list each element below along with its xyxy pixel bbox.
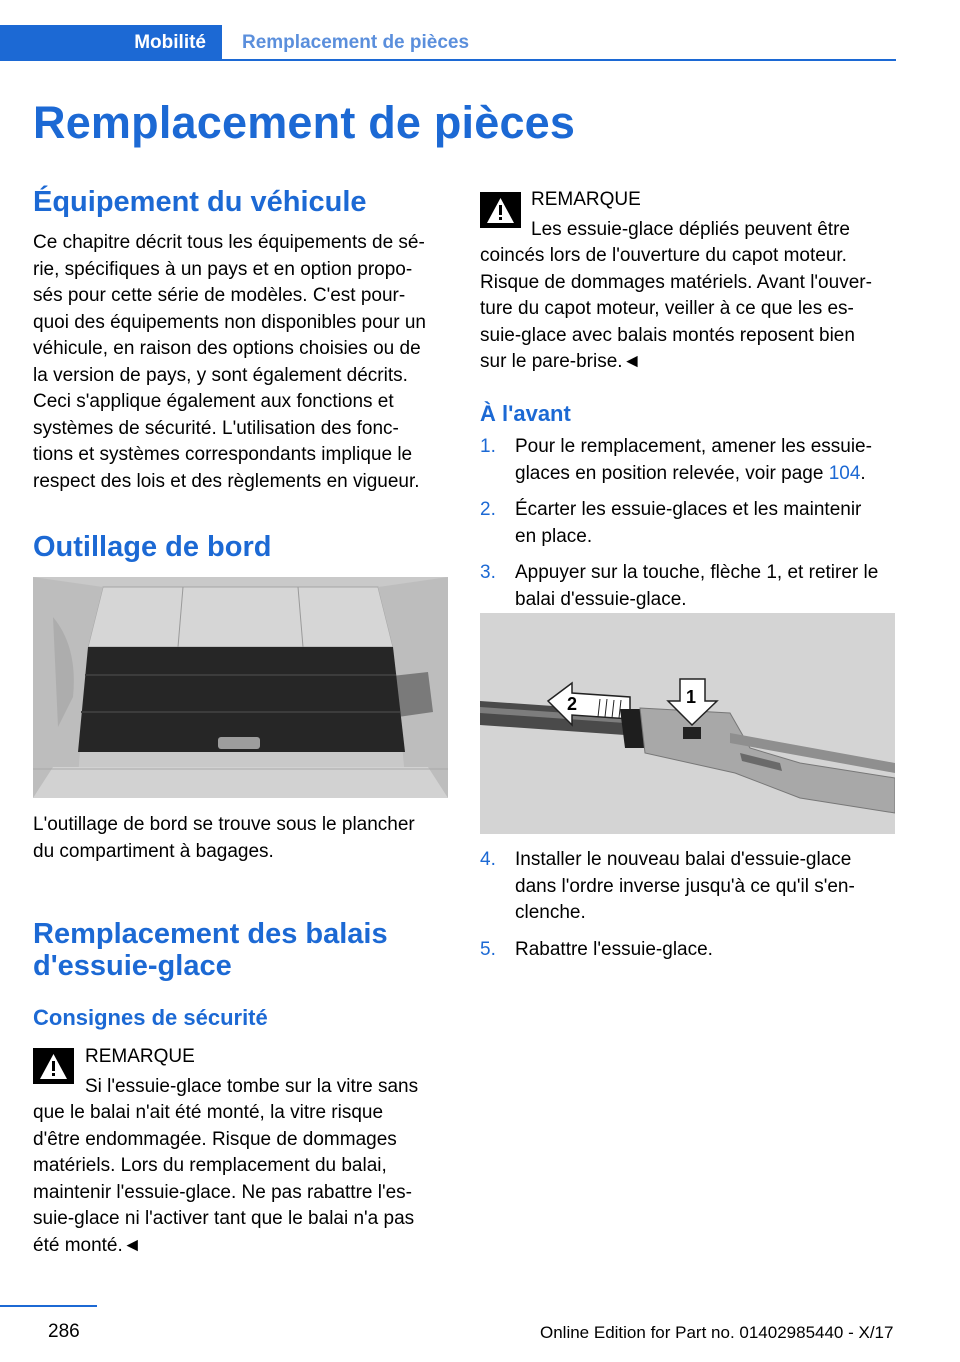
text-line: dans l'ordre inverse jusqu'à ce qu'il s'en- <box>515 875 855 897</box>
text-line: rie, spécifiques à un pays et en option propo- <box>33 258 413 280</box>
text-line: Écarter les essuie-glaces et les maintenir <box>515 499 862 520</box>
front-heading: À l'avant <box>480 401 571 426</box>
text-line: d'être endommagée. Risque de dommages <box>33 1128 397 1150</box>
toolkit-text <box>33 812 453 865</box>
heading-line: Remplacement des balais <box>33 918 388 950</box>
text-line: L'outillage de bord se trouve sous le plancher <box>33 814 415 835</box>
wiper-figure <box>480 613 895 834</box>
edition-note: Online Edition for Part no. 01402985440 - X/17 <box>540 1323 894 1342</box>
steps-list <box>480 847 900 963</box>
equipment-text <box>33 230 453 495</box>
header-rule <box>222 59 896 61</box>
warning-icon <box>480 192 521 228</box>
text-line: Installer le nouveau balai d'essuie-glace <box>515 849 852 870</box>
text-line: sés pour cette série de modèles. C'est pour- <box>33 285 406 306</box>
text-line: Risque de dommages matériels. Avant l'ouver- <box>480 271 872 293</box>
trunk-illustration <box>33 577 448 798</box>
page-link[interactable]: 104 <box>828 462 861 484</box>
warning-label: REMARQUE <box>85 1046 195 1067</box>
safety-heading: Consignes de sécurité <box>33 1005 268 1030</box>
text-line: tions et systèmes correspondants implique le <box>33 444 413 465</box>
section-tab[interactable]: Mobilité <box>0 25 222 61</box>
text-line: balai d'essuie-glace. <box>515 588 687 610</box>
text-line: ture du capot moteur, veiller à ce que les es- <box>480 298 854 319</box>
equipment-heading: Équipement du véhicule <box>33 186 367 218</box>
list-item <box>480 847 900 927</box>
text-line: sur le pare-brise.◄ <box>480 351 642 372</box>
footer-rule <box>0 1305 97 1307</box>
list-item <box>480 434 900 487</box>
text-line: du compartiment à bagages. <box>33 840 274 862</box>
steps-list <box>480 434 900 613</box>
text-line: été monté.◄ <box>33 1234 142 1256</box>
breadcrumb[interactable]: Remplacement de pièces <box>242 32 470 53</box>
text-line: véhicule, en raison des options choisies ou de <box>33 338 421 359</box>
arrow-1-label: 1 <box>686 687 697 707</box>
step-number: 2. <box>480 499 496 520</box>
warning-first-line: Si l'essuie-glace tombe sur la vitre sans <box>85 1076 419 1097</box>
warning-text <box>33 1100 453 1259</box>
wiper-heading <box>33 918 388 982</box>
warning-first-line: Les essuie-glace dépliés peuvent être <box>531 219 850 240</box>
text-line: que le balai n'ait été monté, la vitre risque <box>33 1102 384 1123</box>
page-title: Remplacement de pièces <box>33 97 576 148</box>
text-line: clenche. <box>515 902 586 923</box>
text-line: Ceci s'applique également aux fonctions et <box>33 391 394 412</box>
text-line: maintenir l'essuie-glace. Ne pas rabattre l'es- <box>33 1181 412 1203</box>
list-item <box>480 937 900 964</box>
trunk-photo <box>33 577 448 798</box>
wiper-illustration <box>480 613 895 834</box>
list-item <box>480 497 900 550</box>
text-line: Pour le remplacement, amener les essuie- <box>515 436 872 457</box>
text-line: matériels. Lors du remplacement du balai, <box>33 1155 387 1176</box>
step-text <box>515 847 900 927</box>
text-line: respect des lois et des règlements en vigueur. <box>33 470 420 492</box>
text-line: Rabattre l'essuie-glace. <box>515 938 713 960</box>
step-text <box>515 497 900 550</box>
step-text <box>515 560 900 613</box>
punctuation: . <box>860 462 866 484</box>
step-number: 4. <box>480 849 496 870</box>
step-number: 1. <box>480 436 496 457</box>
toolkit-heading: Outillage de bord <box>33 531 272 563</box>
text-line: suie-glace ni l'activer tant que le balai n'a pas <box>33 1208 415 1229</box>
warning-label: REMARQUE <box>531 189 641 210</box>
text-line: en place. <box>515 525 593 547</box>
text-line: glaces en position relevée, voir page <box>515 462 829 484</box>
text-line: suie-glace avec balais montés reposent bien <box>480 324 855 346</box>
text-line: la version de pays, y sont également décrits. <box>33 364 408 386</box>
arrow-2-label: 2 <box>567 694 578 714</box>
text-line: coincés lors de l'ouverture du capot moteur. <box>480 245 847 266</box>
warning-icon <box>33 1048 74 1084</box>
page-number: 286 <box>48 1321 80 1342</box>
step-number: 5. <box>480 938 496 960</box>
text-line: Ce chapitre décrit tous les équipements de sé- <box>33 232 425 253</box>
step-text <box>515 434 900 487</box>
text-line: Appuyer sur la touche, flèche 1, et retirer le <box>515 562 879 583</box>
step-text <box>515 937 900 964</box>
text-line: systèmes de sécurité. L'utilisation des fonc- <box>33 417 399 439</box>
warning-text <box>480 243 900 376</box>
step-number: 3. <box>480 562 496 583</box>
heading-line: d'essuie-glace <box>33 950 232 982</box>
text-line: quoi des équipements non disponibles pour un <box>33 311 426 333</box>
list-item <box>480 560 900 613</box>
